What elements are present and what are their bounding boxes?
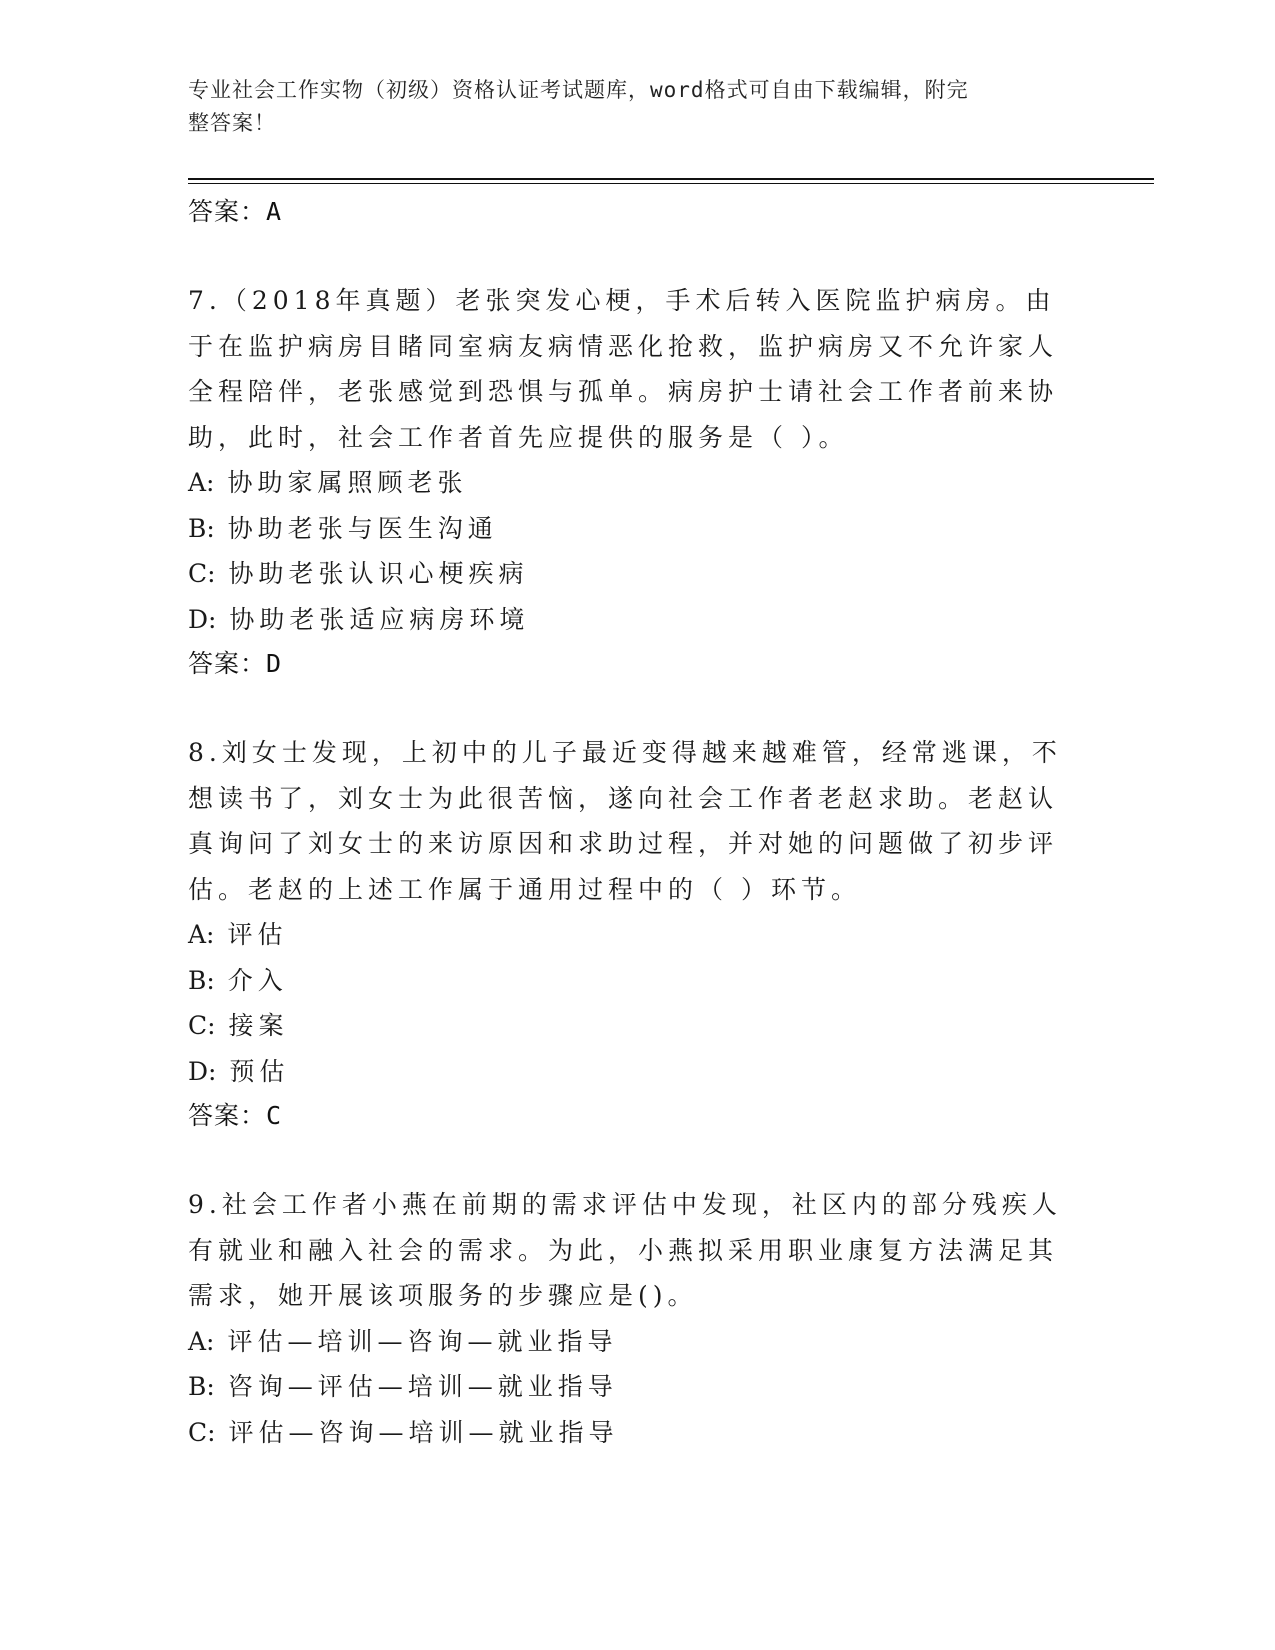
option-letter: B: bbox=[188, 1372, 215, 1401]
question-text: 9.社会工作者小燕在前期的需求评估中发现，社区内的部分残疾人有就业和融入社会的需求。为此，小燕拟采用职业康复方法满足其需求，她开展该项服务的步骤应是()。 bbox=[188, 1190, 1062, 1310]
option-letter: D: bbox=[188, 1056, 217, 1086]
option-d bbox=[188, 597, 1068, 643]
option-text: 评估—咨询—培训—就业指导 bbox=[228, 1417, 619, 1447]
option-text: 评估—培训—咨询—就业指导 bbox=[227, 1326, 618, 1356]
option-a bbox=[188, 460, 1068, 506]
option-letter: A: bbox=[188, 920, 215, 949]
question-7 bbox=[188, 278, 1068, 686]
option-letter: A: bbox=[188, 1326, 215, 1356]
option-text: 评估 bbox=[227, 920, 288, 949]
option-letter: B: bbox=[188, 965, 215, 995]
header-line-2: 整答案！ bbox=[188, 111, 276, 135]
question-8 bbox=[188, 730, 1068, 1138]
option-text: 协助老张与医生沟通 bbox=[227, 513, 498, 543]
option-c bbox=[188, 1410, 1068, 1456]
option-a bbox=[188, 1319, 1068, 1365]
option-letter: C: bbox=[188, 559, 216, 588]
option-letter: A: bbox=[188, 468, 215, 497]
option-text: 预估 bbox=[229, 1056, 290, 1086]
option-text: 介入 bbox=[227, 965, 288, 995]
question-text: 7.（2018年真题）老张突发心梗，手术后转入医院监护病房。由于在监护病房目睹同室病友病情恶化抢救，监护病房又不允许家人全程陪伴，老张感觉到恐惧与孤单。病房护士请社会工作者前来协助，此时，社会工作者首先应提供的服务是（ ）。 bbox=[188, 286, 1059, 452]
option-b bbox=[188, 506, 1068, 552]
option-text: 协助家属照顾老张 bbox=[227, 468, 468, 497]
page-header bbox=[188, 74, 1068, 140]
option-c bbox=[188, 1003, 1068, 1049]
header-line-1: 专业社会工作实物（初级）资格认证考试题库，word格式可自由下载编辑，附完 bbox=[188, 78, 969, 102]
option-a bbox=[188, 912, 1068, 958]
option-d bbox=[188, 1049, 1068, 1095]
option-b bbox=[188, 958, 1068, 1004]
previous-answer: 答案：A bbox=[188, 197, 283, 226]
option-text: 接案 bbox=[228, 1011, 289, 1040]
header-divider-thick bbox=[188, 178, 1154, 180]
option-text: 协助老张认识心梗疾病 bbox=[228, 559, 529, 588]
answer-7: 答案：D bbox=[188, 649, 283, 678]
option-text: 协助老张适应病房环境 bbox=[229, 604, 530, 634]
option-letter: D: bbox=[188, 604, 217, 634]
option-text: 咨询—评估—培训—就业指导 bbox=[227, 1372, 618, 1401]
header-divider-thin bbox=[188, 183, 1154, 184]
option-letter: C: bbox=[188, 1417, 216, 1447]
page-content bbox=[188, 190, 1068, 1455]
option-b bbox=[188, 1364, 1068, 1410]
answer-8: 答案：C bbox=[188, 1101, 283, 1130]
question-9 bbox=[188, 1182, 1068, 1455]
question-text: 8.刘女士发现，上初中的儿子最近变得越来越难管，经常逃课，不想读书了，刘女士为此很苦恼，遂向社会工作者老赵求助。老赵认真询问了刘女士的来访原因和求助过程，并对她的问题做了初步评估。老赵的上述工作属于通用过程中的（ ）环节。 bbox=[188, 738, 1062, 904]
option-letter: C: bbox=[188, 1011, 216, 1040]
option-letter: B: bbox=[188, 513, 215, 543]
option-c bbox=[188, 551, 1068, 597]
